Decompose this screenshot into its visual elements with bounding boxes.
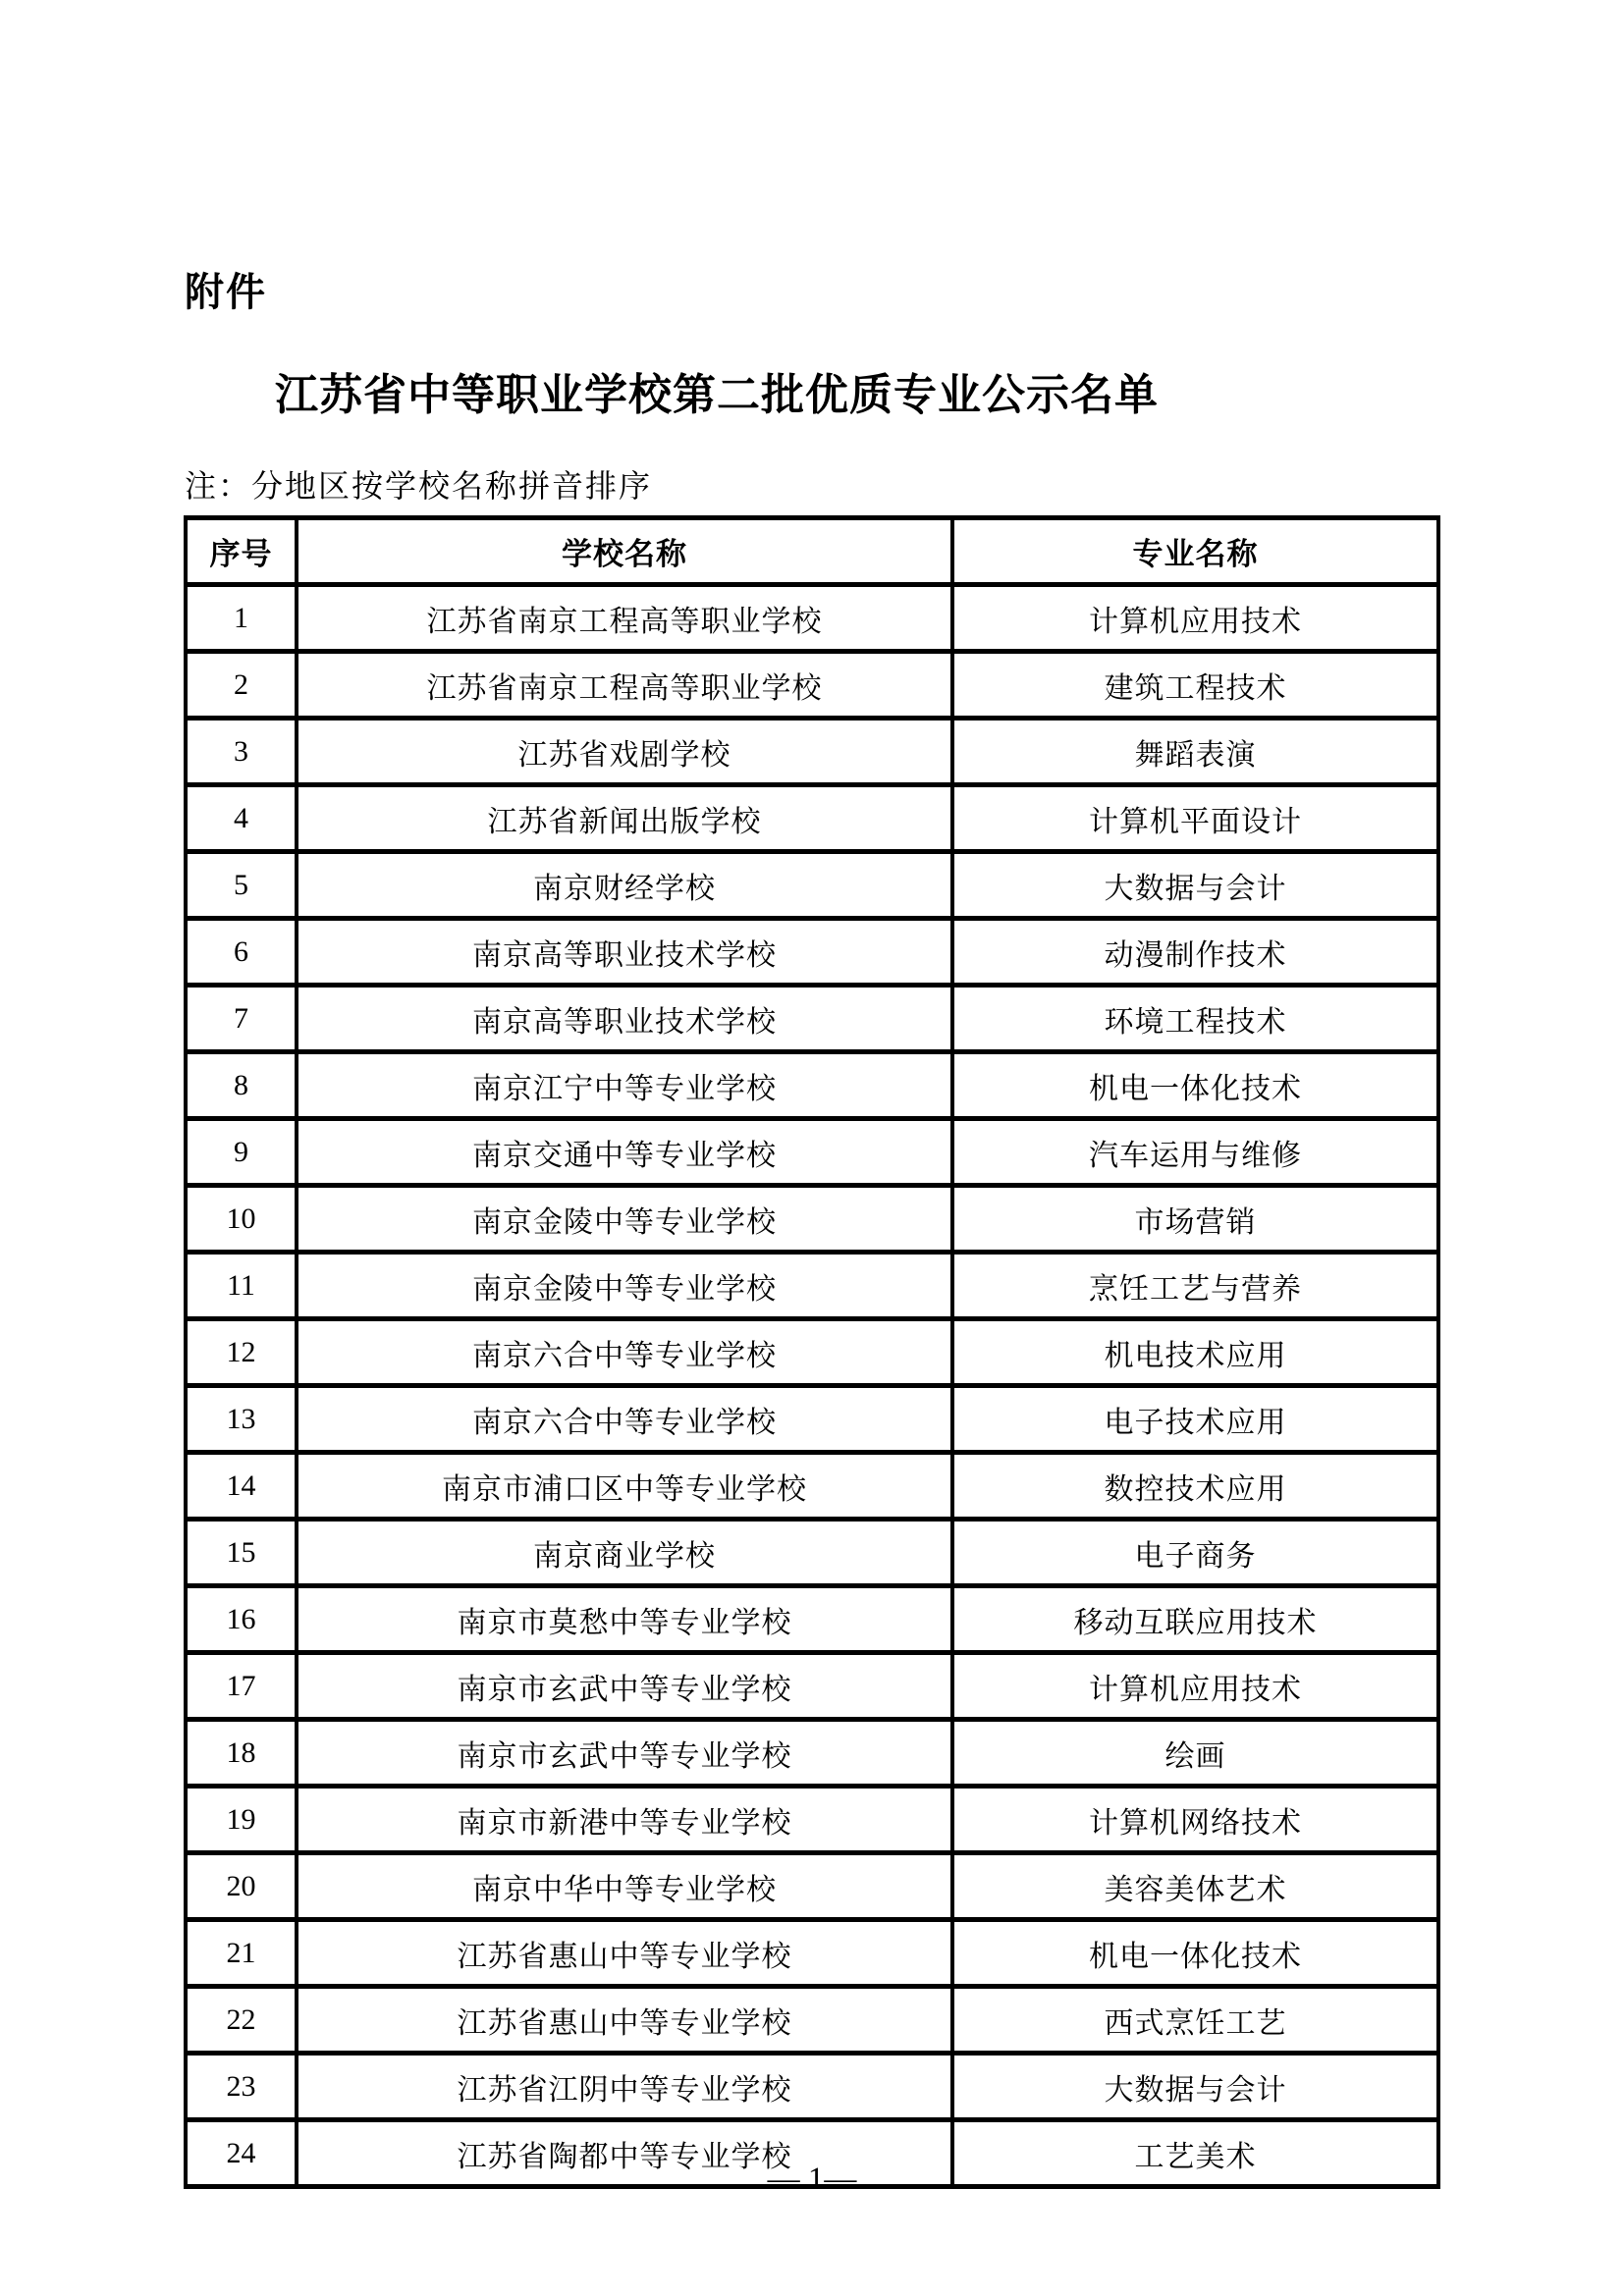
row-number-cell: 4 bbox=[186, 785, 297, 852]
row-number-cell: 1 bbox=[186, 585, 297, 652]
major-name-cell: 美容美体艺术 bbox=[952, 1853, 1438, 1920]
school-name-cell: 南京财经学校 bbox=[297, 852, 952, 919]
row-number-cell: 9 bbox=[186, 1119, 297, 1186]
major-name-cell: 绘画 bbox=[952, 1720, 1438, 1787]
row-number-cell: 6 bbox=[186, 919, 297, 986]
school-name-cell: 江苏省南京工程高等职业学校 bbox=[297, 652, 952, 719]
major-name-cell: 移动互联应用技术 bbox=[952, 1586, 1438, 1653]
row-number-cell: 19 bbox=[186, 1787, 297, 1853]
table-row bbox=[186, 1787, 1438, 1853]
school-name-cell: 江苏省惠山中等专业学校 bbox=[297, 1987, 952, 2054]
school-name-cell: 南京商业学校 bbox=[297, 1520, 952, 1586]
row-number-cell: 21 bbox=[186, 1920, 297, 1987]
attachment-label: 附件 bbox=[185, 271, 267, 314]
table-row bbox=[186, 1119, 1438, 1186]
table-row bbox=[186, 1653, 1438, 1720]
table-body bbox=[186, 585, 1438, 2187]
row-number-cell: 22 bbox=[186, 1987, 297, 2054]
major-name-cell: 舞蹈表演 bbox=[952, 719, 1438, 785]
school-name-cell: 南京金陵中等专业学校 bbox=[297, 1186, 952, 1253]
major-name-cell: 数控技术应用 bbox=[952, 1453, 1438, 1520]
school-name-cell: 江苏省南京工程高等职业学校 bbox=[297, 585, 952, 652]
table-row bbox=[186, 1920, 1438, 1987]
table-row bbox=[186, 652, 1438, 719]
table-row bbox=[186, 585, 1438, 652]
major-name-cell: 计算机平面设计 bbox=[952, 785, 1438, 852]
school-name-cell: 南京市莫愁中等专业学校 bbox=[297, 1586, 952, 1653]
row-number-cell: 3 bbox=[186, 719, 297, 785]
row-number-cell: 18 bbox=[186, 1720, 297, 1787]
major-name-cell: 电子技术应用 bbox=[952, 1386, 1438, 1453]
major-name-cell: 市场营销 bbox=[952, 1186, 1438, 1253]
row-number-cell: 15 bbox=[186, 1520, 297, 1586]
row-number-cell: 5 bbox=[186, 852, 297, 919]
major-name-cell: 计算机应用技术 bbox=[952, 585, 1438, 652]
school-name-cell: 江苏省江阴中等专业学校 bbox=[297, 2054, 952, 2120]
header-row bbox=[186, 518, 1438, 585]
school-name-cell: 南京市新港中等专业学校 bbox=[297, 1787, 952, 1853]
table-row bbox=[186, 719, 1438, 785]
table-row bbox=[186, 852, 1438, 919]
table-row bbox=[186, 2054, 1438, 2120]
table-head bbox=[186, 518, 1438, 585]
school-name-cell: 江苏省戏剧学校 bbox=[297, 719, 952, 785]
column-header-major: 专业名称 bbox=[952, 518, 1438, 585]
row-number-cell: 14 bbox=[186, 1453, 297, 1520]
row-number-cell: 7 bbox=[186, 986, 297, 1052]
school-name-cell: 南京高等职业技术学校 bbox=[297, 919, 952, 986]
major-name-cell: 汽车运用与维修 bbox=[952, 1119, 1438, 1186]
row-number-cell: 16 bbox=[186, 1586, 297, 1653]
column-header-no: 序号 bbox=[186, 518, 297, 585]
table-row bbox=[186, 1319, 1438, 1386]
school-name-cell: 南京市浦口区中等专业学校 bbox=[297, 1453, 952, 1520]
table-row bbox=[186, 1386, 1438, 1453]
row-number-cell: 12 bbox=[186, 1319, 297, 1386]
table-row bbox=[186, 1720, 1438, 1787]
major-name-cell: 机电一体化技术 bbox=[952, 1052, 1438, 1119]
school-name-cell: 南京六合中等专业学校 bbox=[297, 1386, 952, 1453]
major-name-cell: 环境工程技术 bbox=[952, 986, 1438, 1052]
major-name-cell: 大数据与会计 bbox=[952, 852, 1438, 919]
school-name-cell: 南京金陵中等专业学校 bbox=[297, 1253, 952, 1319]
table-row bbox=[186, 1520, 1438, 1586]
major-name-cell: 机电一体化技术 bbox=[952, 1920, 1438, 1987]
table-row bbox=[186, 1186, 1438, 1253]
row-number-cell: 17 bbox=[186, 1653, 297, 1720]
table-row bbox=[186, 1453, 1438, 1520]
table-row bbox=[186, 919, 1438, 986]
major-name-cell: 西式烹饪工艺 bbox=[952, 1987, 1438, 2054]
major-name-cell: 动漫制作技术 bbox=[952, 919, 1438, 986]
row-number-cell: 20 bbox=[186, 1853, 297, 1920]
row-number-cell: 11 bbox=[186, 1253, 297, 1319]
major-name-cell: 计算机应用技术 bbox=[952, 1653, 1438, 1720]
table-row bbox=[186, 1586, 1438, 1653]
school-name-cell: 南京市玄武中等专业学校 bbox=[297, 1653, 952, 1720]
major-name-cell: 大数据与会计 bbox=[952, 2054, 1438, 2120]
school-name-cell: 南京高等职业技术学校 bbox=[297, 986, 952, 1052]
row-number-cell: 24 bbox=[186, 2120, 297, 2187]
row-number-cell: 10 bbox=[186, 1186, 297, 1253]
major-name-cell: 工艺美术 bbox=[952, 2120, 1438, 2187]
table-row bbox=[186, 1052, 1438, 1119]
table-row bbox=[186, 1987, 1438, 2054]
major-name-cell: 电子商务 bbox=[952, 1520, 1438, 1586]
table-row bbox=[186, 986, 1438, 1052]
school-name-cell: 南京江宁中等专业学校 bbox=[297, 1052, 952, 1119]
school-name-cell: 江苏省新闻出版学校 bbox=[297, 785, 952, 852]
major-name-cell: 烹饪工艺与营养 bbox=[952, 1253, 1438, 1319]
school-name-cell: 南京中华中等专业学校 bbox=[297, 1853, 952, 1920]
page-number: — 1— bbox=[767, 2162, 857, 2197]
school-name-cell: 南京交通中等专业学校 bbox=[297, 1119, 952, 1186]
sort-note: 注：分地区按学校名称拼音排序 bbox=[185, 468, 653, 504]
school-name-cell: 南京六合中等专业学校 bbox=[297, 1319, 952, 1386]
column-header-school: 学校名称 bbox=[297, 518, 952, 585]
row-number-cell: 23 bbox=[186, 2054, 297, 2120]
table-row bbox=[186, 1853, 1438, 1920]
specialty-table bbox=[184, 515, 1440, 2189]
table-row bbox=[186, 785, 1438, 852]
school-name-cell: 南京市玄武中等专业学校 bbox=[297, 1720, 952, 1787]
major-name-cell: 机电技术应用 bbox=[952, 1319, 1438, 1386]
major-name-cell: 计算机网络技术 bbox=[952, 1787, 1438, 1853]
row-number-cell: 13 bbox=[186, 1386, 297, 1453]
school-name-cell: 江苏省惠山中等专业学校 bbox=[297, 1920, 952, 1987]
document-title: 江苏省中等职业学校第二批优质专业公示名单 bbox=[275, 371, 1159, 419]
row-number-cell: 2 bbox=[186, 652, 297, 719]
row-number-cell: 8 bbox=[186, 1052, 297, 1119]
school-name-cell: 江苏省陶都中等专业学校 bbox=[297, 2120, 952, 2187]
major-name-cell: 建筑工程技术 bbox=[952, 652, 1438, 719]
table-row bbox=[186, 1253, 1438, 1319]
